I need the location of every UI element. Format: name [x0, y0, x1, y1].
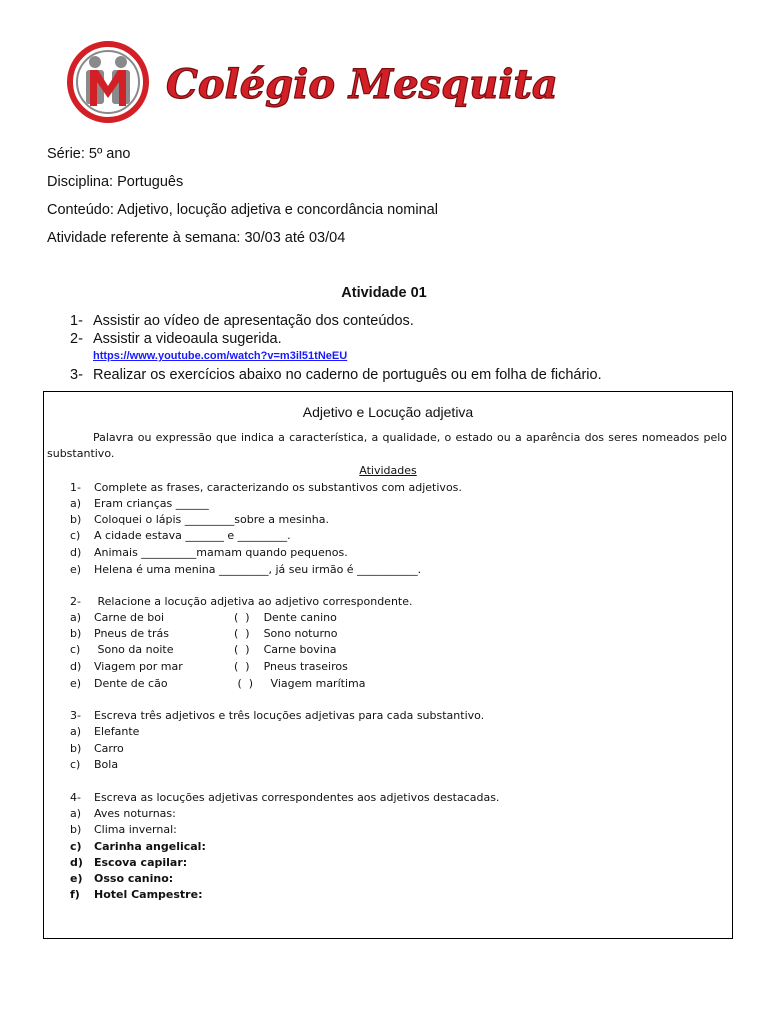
list-item: c) Bola: [70, 758, 119, 771]
question-1: 1- Complete as frases, caracterizando os substantivos com adjetivos.: [70, 481, 462, 494]
atividade-week-line: Atividade referente à semana: 30/03 até 03/04: [47, 230, 346, 246]
list-item: b) Pneus de trás: [70, 627, 169, 640]
step-3: [70, 367, 602, 383]
list-item: d) Escova capilar:: [70, 856, 188, 869]
disciplina-line: Disciplina: Português: [47, 174, 184, 190]
list-item: c) Carinha angelical:: [70, 840, 206, 853]
youtube-link[interactable]: https://www.youtube.com/watch?v=m3il51tNeEU: [93, 350, 348, 362]
activities-subtitle: Atividades: [359, 464, 417, 477]
list-item: e) Osso canino:: [70, 872, 174, 885]
list-item: a) Elefante: [70, 725, 140, 738]
list-item: c) Sono da noite: [70, 643, 174, 656]
match-option: ( ) Carne bovina: [234, 643, 337, 656]
step-number: 3-: [70, 367, 83, 383]
step-text: Assistir ao vídeo de apresentação dos conteúdos.: [93, 313, 414, 329]
match-option: ( ) Pneus traseiros: [234, 660, 348, 673]
match-option: ( ) Dente canino: [234, 611, 337, 624]
list-item: a) Carne de boi: [70, 611, 165, 624]
list-item: d) Viagem por mar: [70, 660, 183, 673]
list-item: c) A cidade estava _______ e _________.: [70, 529, 291, 542]
exercise-box: [43, 391, 733, 939]
school-name: Colégio Mesquita: [166, 61, 558, 108]
conteudo-line: Conteúdo: Adjetivo, locução adjetiva e concordância nominal: [47, 202, 438, 218]
match-option: ( ) Viagem marítima: [234, 677, 366, 690]
step-1: [70, 313, 414, 329]
list-item: b) Clima invernal:: [70, 823, 177, 836]
school-logo: [66, 40, 558, 124]
question-3: 3- Escreva três adjetivos e três locuções adjetivas para cada substantivo.: [70, 709, 485, 722]
step-2: [70, 331, 282, 347]
serie-line: Série: 5º ano: [47, 146, 131, 162]
step-text: Assistir a videoaula sugerida.: [93, 331, 282, 347]
step-number: 1-: [70, 313, 83, 329]
step-text: Realizar os exercícios abaixo no caderno de português ou em folha de fichário.: [93, 367, 602, 383]
match-option: ( ) Sono noturno: [234, 627, 338, 640]
list-item: b) Carro: [70, 742, 124, 755]
list-item: a) Aves noturnas:: [70, 807, 176, 820]
activity-title: Atividade 01: [341, 285, 427, 301]
step-number: 2-: [70, 331, 83, 347]
list-item: e) Dente de cão: [70, 677, 168, 690]
question-4: 4- Escreva as locuções adjetivas correspondentes aos adjetivos destacadas.: [70, 791, 500, 804]
question-2: 2- Relacione a locução adjetiva ao adjetivo correspondente.: [70, 595, 413, 608]
list-item: f) Hotel Campestre:: [70, 888, 203, 901]
list-item: b) Coloquei o lápis _________sobre a mesinha.: [70, 513, 329, 526]
list-item: d) Animais __________mamam quando pequenos.: [70, 546, 348, 559]
definition-text: Palavra ou expressão que indica a característica, a qualidade, o estado ou a aparência dos seres nomeados pelo substantivo.: [47, 431, 727, 460]
box-title: Adjetivo e Locução adjetiva: [302, 404, 474, 420]
list-item: a) Eram crianças ______: [70, 497, 209, 510]
list-item: e) Helena é uma menina _________, já seu irmão é ___________.: [70, 563, 422, 576]
